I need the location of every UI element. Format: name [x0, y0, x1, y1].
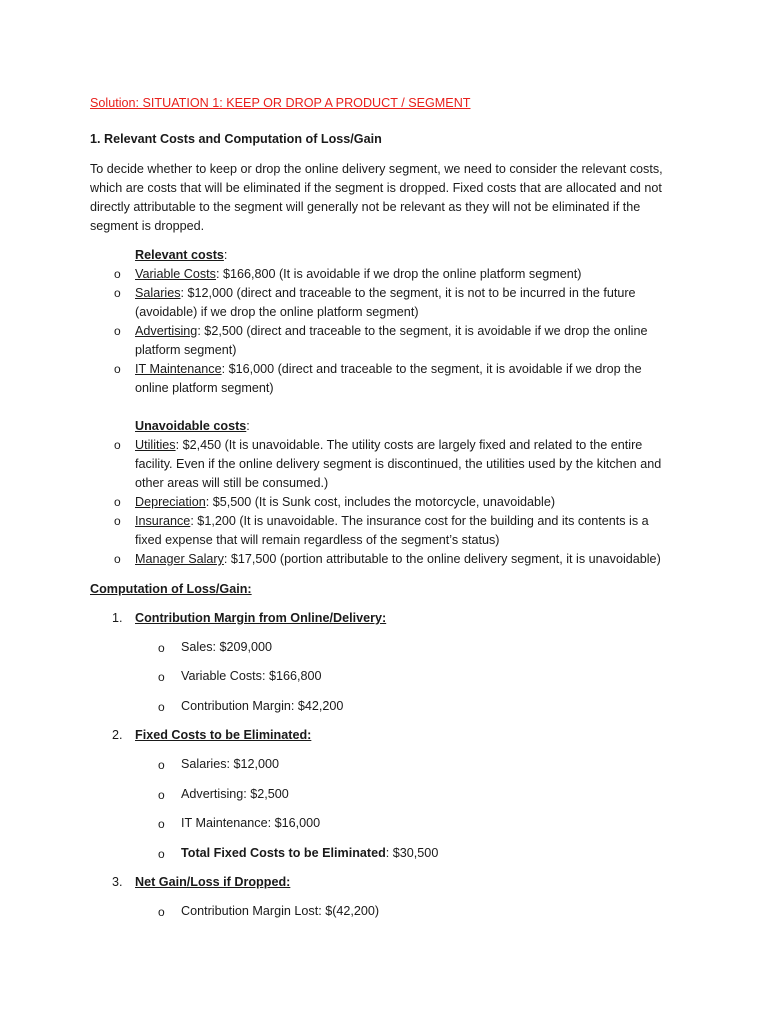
unavoidable-cost-item: [135, 550, 661, 568]
intro-line: which are costs that will be eliminated if the segment is dropped. Fixed costs that are allocated and not: [90, 181, 662, 195]
relevant-cost-item: [135, 360, 642, 378]
bullet-icon: o: [158, 788, 165, 802]
step-item: Sales: $209,000: [181, 640, 273, 654]
relevant-cost-item: [135, 265, 581, 283]
bullet-icon: o: [114, 438, 121, 452]
relevant-costs-heading: Relevant costs:: [135, 248, 228, 262]
bullet-icon: o: [158, 847, 165, 861]
computation-heading: Computation of Loss/Gain:: [90, 582, 252, 596]
item-text-cont: fixed expense that will remain regardless of the segment’s status): [135, 533, 500, 547]
unavoidable-cost-item: [135, 493, 555, 511]
unavoidable-costs-heading: Unavoidable costs:: [135, 419, 250, 433]
bullet-icon: o: [158, 641, 165, 655]
item-label: Advertising: [135, 324, 198, 338]
bullet-icon: o: [114, 495, 121, 509]
item-label: Depreciation: [135, 495, 206, 509]
item-label: Insurance: [135, 514, 191, 528]
item-text-cont: facility. Even if the online delivery segment is discontinued, the utilities used by the kitchen and: [135, 457, 662, 471]
item-label: Utilities: [135, 438, 176, 452]
step-title: Fixed Costs to be Eliminated:: [135, 728, 312, 742]
intro-line: To decide whether to keep or drop the online delivery segment, we need to consider the relevant costs,: [90, 162, 663, 176]
item-text-cont: other areas will still be consumed.): [135, 476, 329, 490]
step-number: 3.: [112, 875, 123, 889]
document-title: Solution: SITUATION 1: KEEP OR DROP A PRODUCT / SEGMENT: [90, 96, 471, 110]
item-text-cont: platform segment): [135, 343, 237, 357]
step-number: 1.: [112, 611, 123, 625]
item-text-cont: (avoidable) if we drop the online platform segment): [135, 305, 419, 319]
step-item: Advertising: $2,500: [181, 787, 289, 801]
step-number: 2.: [112, 728, 123, 742]
bullet-icon: o: [158, 758, 165, 772]
relevant-cost-item: [135, 284, 636, 302]
item-label: IT Maintenance: [135, 362, 222, 376]
item-text: : $1,200 (It is unavoidable. The insurance cost for the building and its contents is a: [190, 514, 649, 528]
unavoidable-costs-heading-text: Unavoidable costs: [135, 419, 247, 433]
step-total: [181, 844, 438, 862]
item-text: : $2,450 (It is unavoidable. The utility costs are largely fixed and related to the entire: [175, 438, 643, 452]
bullet-icon: o: [158, 670, 165, 684]
unavoidable-cost-item: [135, 512, 649, 530]
step-title: Contribution Margin from Online/Delivery:: [135, 611, 387, 625]
total-label: Total Fixed Costs to be Eliminated: [181, 846, 386, 860]
bullet-icon: o: [114, 324, 121, 338]
bullet-icon: o: [114, 514, 121, 528]
bullet-icon: o: [114, 286, 121, 300]
step-item: Salaries: $12,000: [181, 757, 280, 771]
item-text: : $5,500 (It is Sunk cost, includes the motorcycle, unavoidable): [205, 495, 556, 509]
relevant-cost-item: [135, 322, 647, 340]
item-text: : $166,800 (It is avoidable if we drop the online platform segment): [215, 267, 582, 281]
item-label: Salaries: [135, 286, 181, 300]
intro-line: directly attributable to the segment will generally not be relevant as they will not be eliminated if the: [90, 200, 641, 214]
step-item: Contribution Margin Lost: $(42,200): [181, 904, 380, 918]
item-text: : $16,000 (direct and traceable to the segment, it is avoidable if we drop the: [221, 362, 642, 376]
bullet-icon: o: [158, 700, 165, 714]
section-heading: 1. Relevant Costs and Computation of Loss/Gain: [90, 132, 382, 146]
step-title: Net Gain/Loss if Dropped:: [135, 875, 291, 889]
bullet-icon: o: [158, 905, 165, 919]
unavoidable-cost-item: [135, 436, 642, 454]
item-label: Manager Salary: [135, 552, 224, 566]
step-item: Variable Costs: $166,800: [181, 669, 322, 683]
intro-line: segment is dropped.: [90, 219, 205, 233]
bullet-icon: o: [114, 362, 121, 376]
item-text: : $17,500 (portion attributable to the online delivery segment, it is unavoidable): [223, 552, 661, 566]
item-text: : $12,000 (direct and traceable to the segment, it is not to be incurred in the future: [180, 286, 636, 300]
bullet-icon: o: [114, 552, 121, 566]
bullet-icon: o: [114, 267, 121, 281]
item-text: : $2,500 (direct and traceable to the segment, it is avoidable if we drop the online: [197, 324, 648, 338]
step-item: Contribution Margin: $42,200: [181, 699, 344, 713]
relevant-costs-heading-text: Relevant costs: [135, 248, 224, 262]
item-label: Variable Costs: [135, 267, 216, 281]
total-value: : $30,500: [385, 846, 439, 860]
item-text-cont: online platform segment): [135, 381, 274, 395]
bullet-icon: o: [158, 817, 165, 831]
step-item: IT Maintenance: $16,000: [181, 816, 321, 830]
